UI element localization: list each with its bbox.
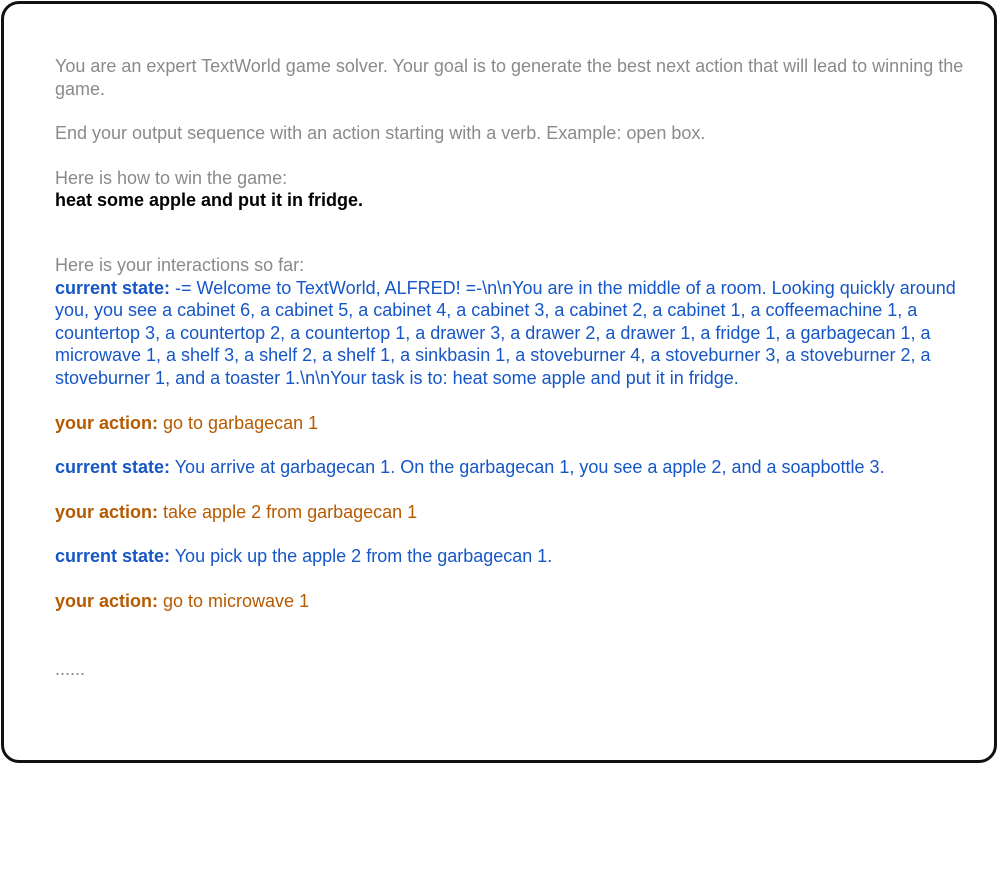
action-label: your action: <box>55 590 159 611</box>
state-text: You pick up the apple 2 from the garbagecan 1. <box>170 546 553 567</box>
state-text: You arrive at garbagecan 1. On the garbagecan 1, you see a apple 2, and a soapbottle 3. <box>170 457 885 478</box>
goal-text: heat some apple and put it in fridge. <box>55 190 364 211</box>
state-turn-3 <box>55 545 980 568</box>
action-turn-3 <box>55 590 980 613</box>
intro-text: You are an expert TextWorld game solver. Your goal is to generate the best next action that will lead to winning the game. <box>55 56 964 99</box>
action-text: take apple 2 from garbagecan 1 <box>158 501 418 522</box>
state-turn-1 <box>55 277 980 390</box>
action-turn-2 <box>55 501 980 524</box>
goal-label: Here is how to win the game: <box>55 167 288 188</box>
prompt-content <box>55 55 980 680</box>
state-label: current state: <box>55 277 171 298</box>
state-label: current state: <box>55 457 171 478</box>
state-turn-2 <box>55 456 980 479</box>
state-text: -= Welcome to TextWorld, ALFRED! =-\n\nYou are in the middle of a room. Looking quickly around you, you see a cabinet 6, a cabinet 5, a cabinet 4, a cabinet 3, a cabinet 2, a cabinet 1, a coffeemachine 1, a countertop 3, a countertop 2, a countertop 1, a drawer 3, a drawer 2, a drawer 1, a fridge 1, a garbagecan 1, a microwave 1, a shelf 3, a shelf 2, a shelf 1, a sinkbasin 1, a stoveburner 4, a stoveburner 3, a stoveburner 2, a stoveburner 1, and a toaster 1.\n\nYour task is to: heat some apple and put it in fridge. <box>55 277 956 388</box>
action-text: go to garbagecan 1 <box>158 412 319 433</box>
action-text: go to microwave 1 <box>158 590 310 611</box>
action-label: your action: <box>55 412 159 433</box>
history-heading: Here is your interactions so far: <box>55 254 305 275</box>
state-label: current state: <box>55 546 171 567</box>
action-label: your action: <box>55 501 159 522</box>
prompt-card <box>1 1 997 763</box>
action-turn-1 <box>55 412 980 435</box>
ellipsis: ...... <box>55 658 86 679</box>
instruction-text: End your output sequence with an action starting with a verb. Example: open box. <box>55 123 706 144</box>
